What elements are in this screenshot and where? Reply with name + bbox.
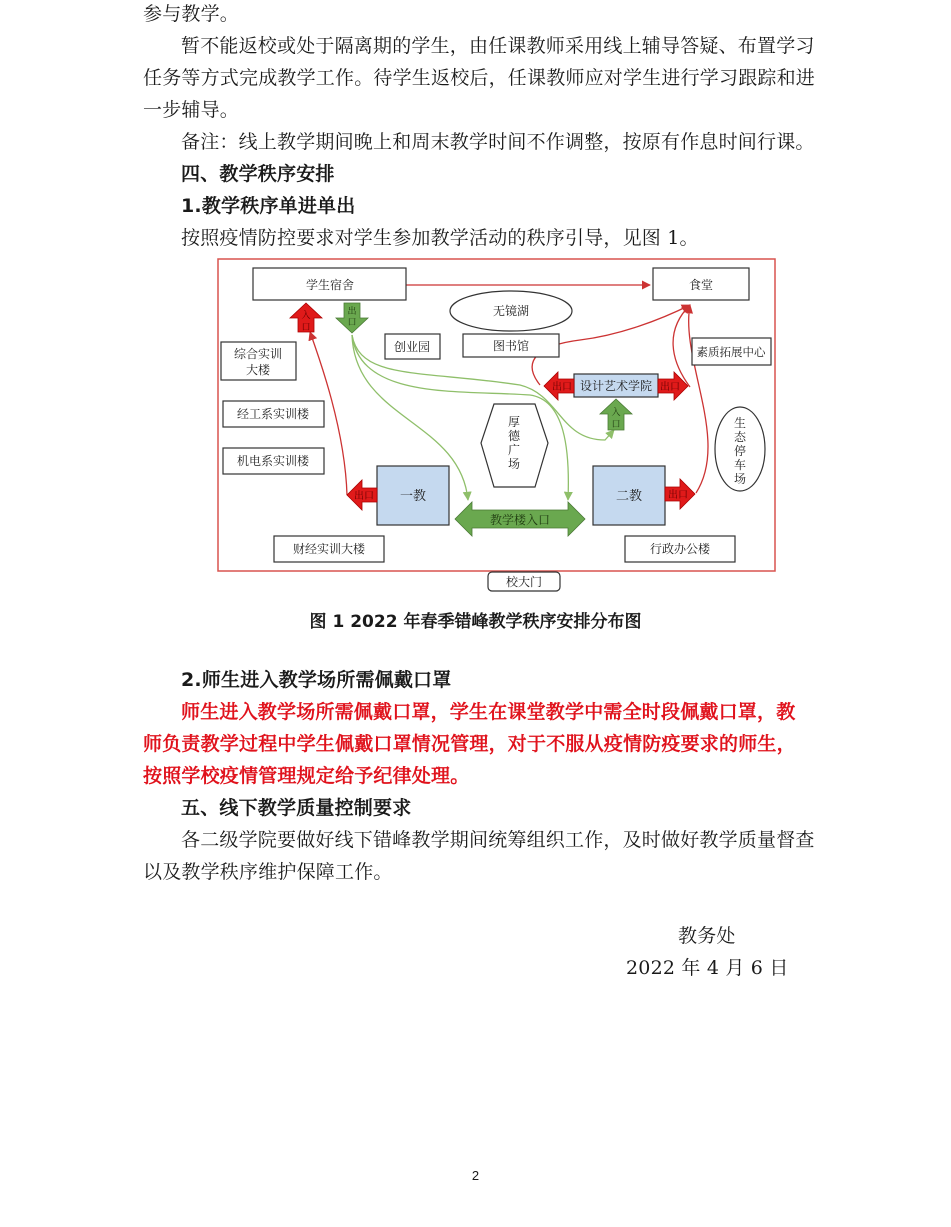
label-houde-3: 广 — [507, 443, 521, 457]
label-teach2: 二教 — [615, 489, 643, 504]
label-teach1: 一教 — [399, 489, 427, 504]
design-entrance-arrow — [600, 399, 632, 430]
section-heading-4: 四、教学秩序安排 — [181, 163, 335, 185]
paragraph-line: 各二级学院要做好线下错峰教学期间统筹组织工作，及时做好教学质量督查 — [181, 829, 815, 851]
paragraph-line: 以及教学秩序维护保障工作。 — [143, 861, 393, 883]
campus-map-figure — [0, 0, 951, 600]
label-parking-1: 生 — [733, 416, 747, 430]
label-startup-park: 创业园 — [393, 340, 431, 354]
arrow-char: 入 — [611, 408, 621, 418]
signature: 教务处 — [678, 925, 736, 947]
arrow-label: 出口 — [552, 382, 572, 393]
subsection-heading-1: 1.教学秩序单进单出 — [181, 195, 356, 217]
label-houde-4: 场 — [507, 457, 521, 471]
label-parking-2: 态 — [733, 430, 747, 444]
label-canteen: 食堂 — [688, 278, 714, 292]
label-main-gate: 校大门 — [505, 575, 543, 589]
label-light-industry: 经工系实训楼 — [236, 407, 310, 421]
label-parking-4: 车 — [733, 458, 747, 472]
label-houde-1: 厚 — [507, 415, 521, 429]
label-training-center-l2: 大楼 — [245, 363, 271, 377]
highlighted-paragraph-line: 师负责教学过程中学生佩戴口罩情况管理，对于不服从疫情防疫要求的师生， — [143, 733, 796, 755]
teaching-entrance-label: 教学楼入口 — [489, 513, 551, 527]
paragraph-line: 参与教学。 — [143, 3, 240, 25]
teach2-to-canteen-route — [689, 305, 708, 493]
arrow-char: 出 — [347, 307, 357, 317]
paragraph-line: 任务等方式完成教学工作。待学生返校后，任课教师应对学生进行学习跟踪和进 — [143, 67, 816, 89]
note-line: 备注：线上教学期间晚上和周末教学时间不作调整，按原有作息时间行课。 — [181, 131, 815, 153]
arrow-char: 口 — [347, 318, 357, 328]
teach2-exit-arrow — [665, 479, 695, 509]
subsection-heading-2: 2.师生进入教学场所需佩戴口罩 — [181, 669, 452, 691]
page-number: 2 — [471, 1168, 480, 1183]
label-parking-3: 停 — [733, 444, 747, 458]
label-design-school: 设计艺术学院 — [579, 379, 653, 393]
label-parking-5: 场 — [733, 472, 747, 486]
teaching-building-entrance-arrow — [455, 502, 585, 536]
arrow-char: 口 — [301, 323, 311, 333]
arrow-label: 出口 — [668, 490, 688, 501]
label-finance-training: 财经实训大楼 — [292, 542, 366, 556]
arrow-label: 出口 — [660, 382, 680, 393]
label-mech-elec: 机电系实训楼 — [236, 454, 310, 468]
date: 2022 年 4 月 6 日 — [626, 957, 789, 979]
arrow-label: 出口 — [354, 491, 374, 502]
design-left-exit-arrow — [544, 372, 574, 400]
label-houde-2: 德 — [507, 429, 521, 443]
dorm-exit-arrow — [336, 303, 368, 333]
paragraph-line: 暂不能返校或处于隔离期的学生，由任课教师采用线上辅导答疑、布置学习 — [181, 35, 815, 57]
teach1-exit-arrow — [347, 480, 377, 510]
label-dorm: 学生宿舍 — [305, 278, 355, 292]
label-lake: 无镜湖 — [492, 304, 530, 318]
section-heading-5: 五、线下教学质量控制要求 — [181, 797, 412, 819]
highlighted-paragraph-line: 师生进入教学场所需佩戴口罩，学生在课堂教学中需全时段佩戴口罩，教 — [181, 701, 796, 723]
arrow-char: 口 — [611, 420, 621, 430]
figure-caption: 图 1 2022 年春季错峰教学秩序安排分布图 — [309, 612, 642, 632]
label-library: 图书馆 — [492, 339, 530, 353]
paragraph-line: 按照疫情防控要求对学生参加教学活动的秩序引导，见图 1。 — [181, 227, 699, 249]
label-training-center-l1: 综合实训 — [233, 347, 283, 361]
highlighted-paragraph-line: 按照学校疫情管理规定给予纪律处理。 — [143, 765, 470, 787]
dorm-entrance-arrow — [290, 303, 322, 333]
paragraph-line: 一步辅导。 — [143, 99, 240, 121]
label-quality-center: 素质拓展中心 — [696, 345, 766, 359]
arrow-char: 入 — [301, 311, 311, 321]
label-admin: 行政办公楼 — [649, 542, 711, 556]
